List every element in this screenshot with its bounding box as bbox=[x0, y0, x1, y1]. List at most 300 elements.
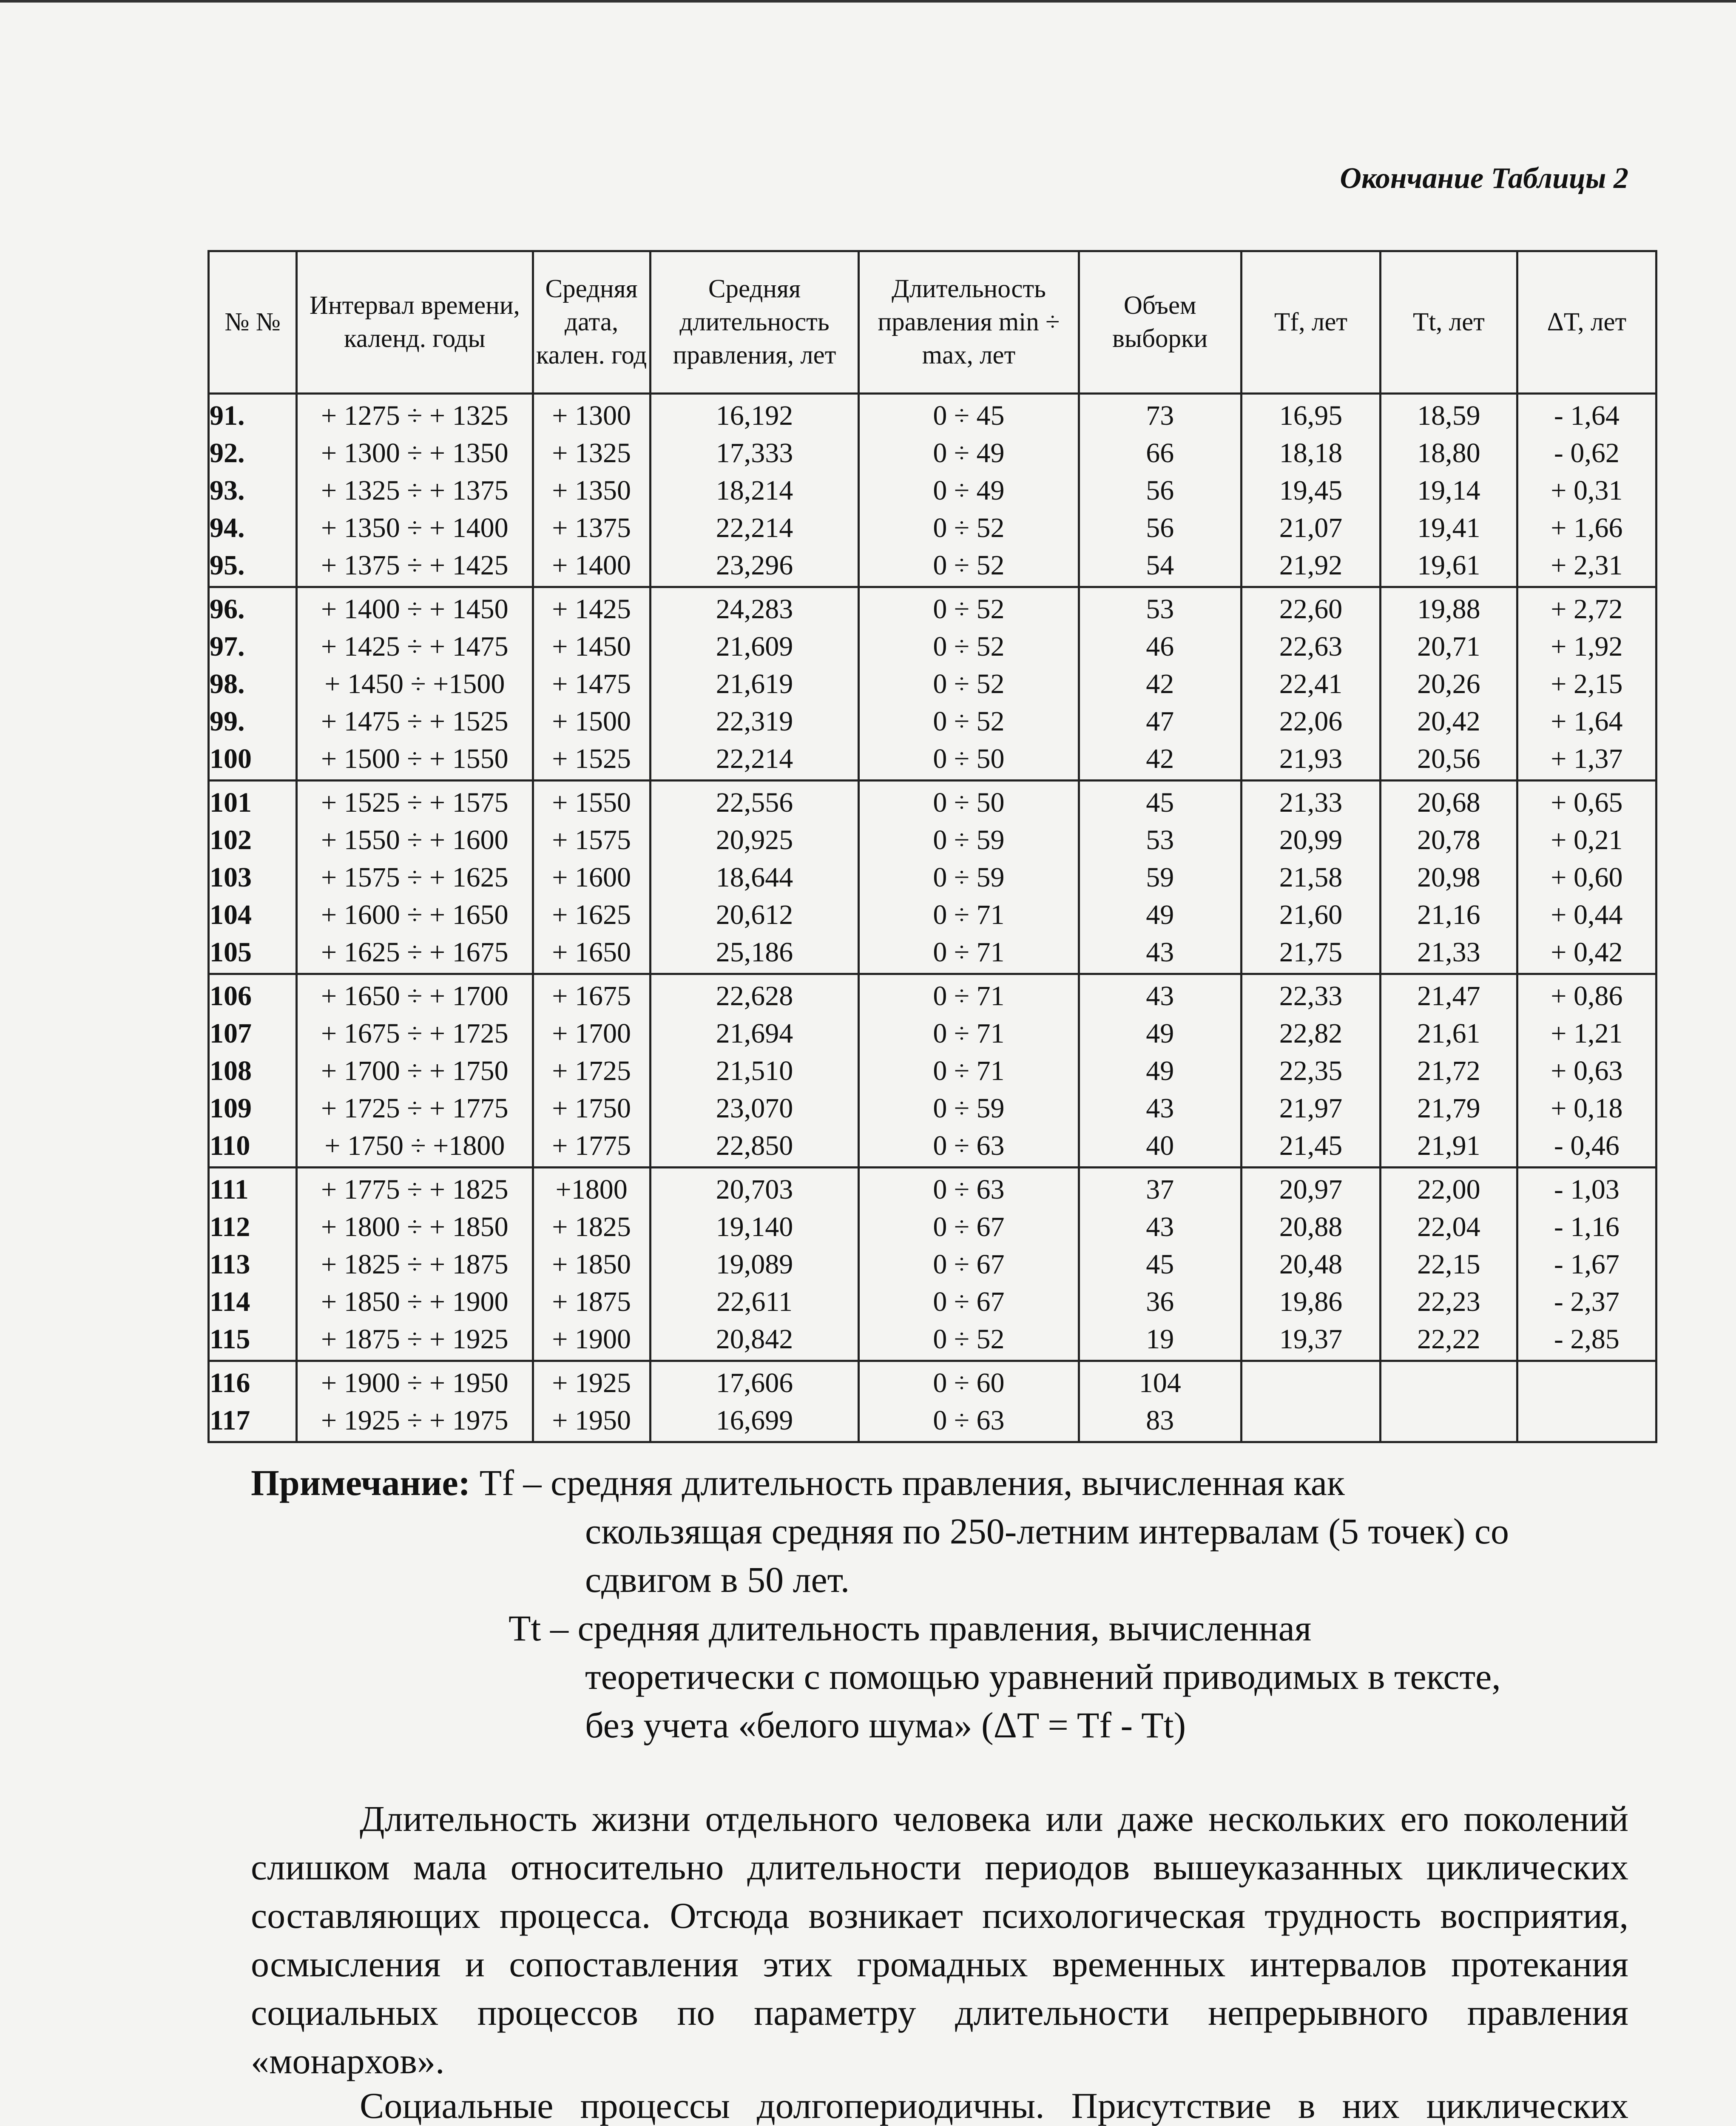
tf-value: 22,63 bbox=[1279, 631, 1343, 662]
sample-size: 56 bbox=[1146, 475, 1174, 506]
min-max: 0 ÷ 52 bbox=[933, 631, 1005, 662]
min-max: 0 ÷ 71 bbox=[933, 1055, 1005, 1086]
tf-value: 21,33 bbox=[1279, 787, 1343, 818]
data-table-wrapper bbox=[207, 250, 1657, 1443]
tf-value-cell bbox=[1241, 974, 1380, 1168]
mean-date: + 1575 bbox=[552, 824, 631, 856]
mean-duration: 21,619 bbox=[716, 668, 793, 699]
mean-duration-cell bbox=[650, 587, 859, 781]
tt-value: 21,47 bbox=[1417, 981, 1480, 1012]
header-tt: Tt, лет bbox=[1381, 251, 1517, 394]
sample-size-cell bbox=[1079, 1361, 1241, 1442]
tt-value: 20,56 bbox=[1417, 743, 1480, 774]
tt-value: 21,91 bbox=[1417, 1130, 1480, 1161]
interval: + 1400 ÷ + 1450 bbox=[321, 594, 509, 625]
delta-t-value: + 2,15 bbox=[1551, 668, 1623, 699]
mean-duration: 22,850 bbox=[716, 1130, 793, 1161]
tf-value: 19,45 bbox=[1279, 475, 1343, 506]
tf-value: 21,45 bbox=[1279, 1130, 1343, 1161]
interval: + 1650 ÷ + 1700 bbox=[321, 981, 509, 1012]
table-row-group bbox=[209, 1168, 1656, 1361]
interval: + 1500 ÷ + 1550 bbox=[321, 743, 509, 774]
mean-date: + 1625 bbox=[552, 899, 631, 930]
min-max-cell bbox=[859, 1361, 1079, 1442]
mean-date: + 1375 bbox=[552, 512, 631, 543]
row-number: 108 bbox=[210, 1055, 252, 1086]
interval-cell bbox=[297, 974, 533, 1168]
delta-t-value: + 0,44 bbox=[1551, 899, 1623, 930]
note-tf-line3: сдвигом в 50 лет. bbox=[585, 1559, 850, 1600]
sample-size-cell bbox=[1079, 1168, 1241, 1361]
row-number: 109 bbox=[210, 1093, 252, 1124]
sample-size: 43 bbox=[1146, 981, 1174, 1012]
sample-size: 46 bbox=[1146, 631, 1174, 662]
tt-value-cell bbox=[1381, 587, 1517, 781]
delta-t-value: + 0,60 bbox=[1551, 862, 1623, 893]
header-number: № № bbox=[209, 251, 297, 394]
mean-date: + 1475 bbox=[552, 668, 631, 699]
delta-t-value: - 1,64 bbox=[1554, 400, 1620, 431]
mean-duration: 16,699 bbox=[716, 1405, 793, 1436]
row-number: 117 bbox=[210, 1405, 250, 1436]
mean-duration: 25,186 bbox=[716, 937, 793, 968]
tf-value-cell bbox=[1241, 587, 1380, 781]
row-number: 116 bbox=[210, 1367, 250, 1398]
tf-value: 21,92 bbox=[1279, 550, 1343, 581]
interval: + 1800 ÷ + 1850 bbox=[321, 1211, 509, 1242]
tf-value: 21,60 bbox=[1279, 899, 1343, 930]
delta-t-value: - 1,16 bbox=[1554, 1211, 1620, 1242]
min-max: 0 ÷ 71 bbox=[933, 899, 1005, 930]
interval: + 1750 ÷ +1800 bbox=[324, 1130, 505, 1161]
delta-t-value bbox=[1518, 1402, 1655, 1439]
interval: + 1375 ÷ + 1425 bbox=[321, 550, 509, 581]
row-number-cell bbox=[209, 394, 297, 587]
tf-value: 18,18 bbox=[1279, 438, 1343, 469]
tf-value: 22,41 bbox=[1279, 668, 1343, 699]
tf-value bbox=[1242, 1402, 1379, 1439]
tf-value: 21,58 bbox=[1279, 862, 1343, 893]
mean-date: + 1825 bbox=[552, 1211, 631, 1242]
delta-t-value: - 0,62 bbox=[1554, 438, 1620, 469]
tt-value-cell bbox=[1381, 974, 1517, 1168]
row-number: 97. bbox=[210, 631, 245, 662]
tf-value-cell bbox=[1241, 394, 1380, 587]
mean-date: + 1750 bbox=[552, 1093, 631, 1124]
top-border-line bbox=[0, 0, 1736, 3]
interval: + 1300 ÷ + 1350 bbox=[321, 438, 509, 469]
interval: + 1725 ÷ + 1775 bbox=[321, 1093, 509, 1124]
tt-value bbox=[1381, 1364, 1516, 1402]
sample-size: 104 bbox=[1139, 1367, 1181, 1398]
table-row-group bbox=[209, 974, 1656, 1168]
sample-size: 19 bbox=[1146, 1324, 1174, 1355]
mean-date: + 1675 bbox=[552, 981, 631, 1012]
mean-duration: 21,694 bbox=[716, 1018, 793, 1049]
table-note bbox=[251, 1458, 1667, 1749]
min-max: 0 ÷ 67 bbox=[933, 1211, 1005, 1242]
mean-date-cell bbox=[533, 1168, 650, 1361]
min-max: 0 ÷ 49 bbox=[933, 475, 1005, 506]
row-number: 110 bbox=[210, 1130, 250, 1161]
mean-duration-cell bbox=[650, 1361, 859, 1442]
row-number: 114 bbox=[210, 1286, 250, 1317]
sample-size: 49 bbox=[1146, 1055, 1174, 1086]
interval: + 1575 ÷ + 1625 bbox=[321, 862, 509, 893]
mean-duration: 23,296 bbox=[716, 550, 793, 581]
mean-duration: 20,842 bbox=[716, 1324, 793, 1355]
sample-size: 83 bbox=[1146, 1405, 1174, 1436]
mean-date: + 1775 bbox=[552, 1130, 631, 1161]
min-max: 0 ÷ 63 bbox=[933, 1130, 1005, 1161]
sample-size: 43 bbox=[1146, 1093, 1174, 1124]
header-mean-date: Средняя дата, кален. год bbox=[533, 251, 650, 394]
interval: + 1275 ÷ + 1325 bbox=[321, 400, 509, 431]
min-max: 0 ÷ 52 bbox=[933, 1324, 1005, 1355]
tf-value: 16,95 bbox=[1279, 400, 1343, 431]
mean-duration: 20,703 bbox=[716, 1174, 793, 1205]
mean-date: + 1900 bbox=[552, 1324, 631, 1355]
mean-duration: 23,070 bbox=[716, 1093, 793, 1124]
mean-duration: 22,611 bbox=[716, 1286, 793, 1317]
tf-value-cell bbox=[1241, 1361, 1380, 1442]
data-table bbox=[207, 250, 1657, 1443]
table-row-group bbox=[209, 587, 1656, 781]
sample-size: 59 bbox=[1146, 862, 1174, 893]
tt-value-cell bbox=[1381, 781, 1517, 974]
mean-date-cell bbox=[533, 781, 650, 974]
mean-duration: 20,925 bbox=[716, 824, 793, 856]
tt-value: 19,88 bbox=[1417, 594, 1480, 625]
delta-t-value: + 0,31 bbox=[1551, 475, 1623, 506]
tt-value: 20,98 bbox=[1417, 862, 1480, 893]
min-max: 0 ÷ 67 bbox=[933, 1286, 1005, 1317]
min-max: 0 ÷ 52 bbox=[933, 550, 1005, 581]
row-number: 98. bbox=[210, 668, 245, 699]
interval: + 1925 ÷ + 1975 bbox=[321, 1405, 509, 1436]
interval: + 1350 ÷ + 1400 bbox=[321, 512, 509, 543]
min-max: 0 ÷ 59 bbox=[933, 824, 1005, 856]
mean-duration: 17,606 bbox=[716, 1367, 793, 1398]
tt-value-cell bbox=[1381, 1168, 1517, 1361]
row-number: 91. bbox=[210, 400, 245, 431]
min-max: 0 ÷ 45 bbox=[933, 400, 1005, 431]
delta-t-value: + 0,86 bbox=[1551, 981, 1623, 1012]
sample-size: 73 bbox=[1146, 400, 1174, 431]
note-tt-line2: теоретически с помощью уравнений приводимых в тексте, bbox=[585, 1656, 1501, 1697]
row-number-cell bbox=[209, 781, 297, 974]
note-tf-line2: скользящая средняя по 250-летним интервалам (5 точек) со bbox=[585, 1511, 1509, 1552]
interval-cell bbox=[297, 1168, 533, 1361]
row-number: 111 bbox=[210, 1174, 249, 1205]
tt-value: 19,61 bbox=[1417, 550, 1480, 581]
tt-value: 21,79 bbox=[1417, 1093, 1480, 1124]
note-tt-symbol: Tt bbox=[509, 1608, 541, 1649]
delta-t-value: + 0,42 bbox=[1551, 937, 1623, 968]
tf-value: 22,60 bbox=[1279, 594, 1343, 625]
tt-value: 20,71 bbox=[1417, 631, 1480, 662]
row-number-cell bbox=[209, 1361, 297, 1442]
mean-date: + 1450 bbox=[552, 631, 631, 662]
row-number: 100 bbox=[210, 743, 252, 774]
min-max-cell bbox=[859, 587, 1079, 781]
row-number: 93. bbox=[210, 475, 245, 506]
row-number: 99. bbox=[210, 706, 245, 737]
body-paragraph-2: Социальные процессы долгопериодичны. Присутствие в них циклических bbox=[360, 2085, 1628, 2126]
table-header-row bbox=[209, 251, 1656, 394]
sample-size: 45 bbox=[1146, 787, 1174, 818]
min-max: 0 ÷ 52 bbox=[933, 594, 1005, 625]
sample-size: 40 bbox=[1146, 1130, 1174, 1161]
tt-value: 20,78 bbox=[1417, 824, 1480, 856]
min-max: 0 ÷ 50 bbox=[933, 787, 1005, 818]
mean-duration: 22,556 bbox=[716, 787, 793, 818]
delta-t-value: - 2,37 bbox=[1554, 1286, 1620, 1317]
sample-size: 54 bbox=[1146, 550, 1174, 581]
tt-value: 21,72 bbox=[1417, 1055, 1480, 1086]
interval: + 1850 ÷ + 1900 bbox=[321, 1286, 509, 1317]
min-max: 0 ÷ 52 bbox=[933, 512, 1005, 543]
interval-cell bbox=[297, 781, 533, 974]
tt-value: 22,04 bbox=[1417, 1211, 1480, 1242]
delta-t-value: + 0,21 bbox=[1551, 824, 1623, 856]
sample-size-cell bbox=[1079, 587, 1241, 781]
delta-t-value-cell bbox=[1517, 587, 1656, 781]
body-paragraph-1: Длительность жизни отдельного человека или даже нескольких его поколений слишком мала относительно длительности периодов вышеуказанных циклических составляющих процесса. Отсюда возникает психологическая трудность восприятия, осмысления и сопоставления этих громадных временных интервалов протекания социальных процессов по параметру длительности непрерывного правления «монархов». bbox=[251, 1798, 1628, 2081]
delta-t-value: + 1,64 bbox=[1551, 706, 1623, 737]
mean-duration: 22,319 bbox=[716, 706, 793, 737]
mean-duration-cell bbox=[650, 781, 859, 974]
tf-value: 22,82 bbox=[1279, 1018, 1343, 1049]
interval: + 1625 ÷ + 1675 bbox=[321, 937, 509, 968]
row-number: 105 bbox=[210, 937, 252, 968]
delta-t-value: + 1,66 bbox=[1551, 512, 1623, 543]
mean-duration: 22,628 bbox=[716, 981, 793, 1012]
delta-t-value: - 1,03 bbox=[1554, 1174, 1620, 1205]
tf-value: 20,88 bbox=[1279, 1211, 1343, 1242]
mean-date: + 1300 bbox=[552, 400, 631, 431]
tf-value: 22,35 bbox=[1279, 1055, 1343, 1086]
min-max: 0 ÷ 49 bbox=[933, 438, 1005, 469]
row-number: 96. bbox=[210, 594, 245, 625]
delta-t-value: - 1,67 bbox=[1554, 1249, 1620, 1280]
delta-t-value-cell bbox=[1517, 1361, 1656, 1442]
header-tf: Tf, лет bbox=[1241, 251, 1380, 394]
mean-duration: 21,510 bbox=[716, 1055, 793, 1086]
tt-value: 19,41 bbox=[1417, 512, 1480, 543]
min-max-cell bbox=[859, 974, 1079, 1168]
min-max: 0 ÷ 50 bbox=[933, 743, 1005, 774]
mean-date: + 1925 bbox=[552, 1367, 631, 1398]
mean-date: +1800 bbox=[555, 1174, 628, 1205]
mean-duration: 22,214 bbox=[716, 743, 793, 774]
tt-value: 20,26 bbox=[1417, 668, 1480, 699]
interval: + 1600 ÷ + 1650 bbox=[321, 899, 509, 930]
row-number-cell bbox=[209, 1168, 297, 1361]
tf-value: 21,93 bbox=[1279, 743, 1343, 774]
table-row-group bbox=[209, 1361, 1656, 1442]
tt-value: 18,80 bbox=[1417, 438, 1480, 469]
row-number: 101 bbox=[210, 787, 252, 818]
mean-date: + 1425 bbox=[552, 594, 631, 625]
sample-size: 56 bbox=[1146, 512, 1174, 543]
interval-cell bbox=[297, 394, 533, 587]
tt-value: 20,68 bbox=[1417, 787, 1480, 818]
tt-value: 22,23 bbox=[1417, 1286, 1480, 1317]
interval-cell bbox=[297, 587, 533, 781]
interval: + 1675 ÷ + 1725 bbox=[321, 1018, 509, 1049]
row-number: 115 bbox=[210, 1324, 250, 1355]
mean-duration: 20,612 bbox=[716, 899, 793, 930]
tt-value: 21,33 bbox=[1417, 937, 1480, 968]
sample-size: 47 bbox=[1146, 706, 1174, 737]
delta-t-value-cell bbox=[1517, 781, 1656, 974]
mean-date: + 1600 bbox=[552, 862, 631, 893]
table-caption: Окончание Таблицы 2 bbox=[1340, 162, 1628, 195]
row-number: 94. bbox=[210, 512, 245, 543]
sample-size: 49 bbox=[1146, 1018, 1174, 1049]
mean-duration-cell bbox=[650, 1168, 859, 1361]
min-max-cell bbox=[859, 781, 1079, 974]
mean-date: + 1650 bbox=[552, 937, 631, 968]
tt-value: 20,42 bbox=[1417, 706, 1480, 737]
row-number: 113 bbox=[210, 1249, 250, 1280]
min-max: 0 ÷ 59 bbox=[933, 862, 1005, 893]
min-max: 0 ÷ 67 bbox=[933, 1249, 1005, 1280]
tf-value: 20,99 bbox=[1279, 824, 1343, 856]
mean-duration: 22,214 bbox=[716, 512, 793, 543]
row-number: 95. bbox=[210, 550, 245, 581]
interval: + 1875 ÷ + 1925 bbox=[321, 1324, 509, 1355]
sample-size-cell bbox=[1079, 781, 1241, 974]
min-max: 0 ÷ 52 bbox=[933, 668, 1005, 699]
tf-value: 22,06 bbox=[1279, 706, 1343, 737]
sample-size: 53 bbox=[1146, 594, 1174, 625]
mean-duration: 16,192 bbox=[716, 400, 793, 431]
min-max: 0 ÷ 71 bbox=[933, 937, 1005, 968]
mean-duration: 19,089 bbox=[716, 1249, 793, 1280]
tt-value-cell bbox=[1381, 1361, 1517, 1442]
tt-value-cell bbox=[1381, 394, 1517, 587]
tt-value: 22,22 bbox=[1417, 1324, 1480, 1355]
mean-date-cell bbox=[533, 974, 650, 1168]
delta-t-value: + 1,92 bbox=[1551, 631, 1623, 662]
interval: + 1325 ÷ + 1375 bbox=[321, 475, 509, 506]
delta-t-value bbox=[1518, 1364, 1655, 1402]
mean-duration-cell bbox=[650, 394, 859, 587]
tf-value: 21,75 bbox=[1279, 937, 1343, 968]
sample-size: 53 bbox=[1146, 824, 1174, 856]
mean-duration: 18,644 bbox=[716, 862, 793, 893]
min-max: 0 ÷ 63 bbox=[933, 1174, 1005, 1205]
row-number: 107 bbox=[210, 1018, 252, 1049]
min-max: 0 ÷ 60 bbox=[933, 1367, 1005, 1398]
row-number: 106 bbox=[210, 981, 252, 1012]
mean-duration: 18,214 bbox=[716, 475, 793, 506]
interval: + 1825 ÷ + 1875 bbox=[321, 1249, 509, 1280]
delta-t-value-cell bbox=[1517, 974, 1656, 1168]
mean-date-cell bbox=[533, 587, 650, 781]
note-tf-symbol: Tf bbox=[479, 1462, 514, 1503]
table-row-group bbox=[209, 781, 1656, 974]
mean-duration: 21,609 bbox=[716, 631, 793, 662]
header-mean-duration: Средняя длительность правления, лет bbox=[650, 251, 859, 394]
sample-size-cell bbox=[1079, 394, 1241, 587]
table-body bbox=[209, 394, 1656, 1442]
mean-duration: 17,333 bbox=[716, 438, 793, 469]
note-tf-line1: – средняя длительность правления, вычисленная как bbox=[523, 1462, 1345, 1503]
row-number: 112 bbox=[210, 1211, 250, 1242]
tf-value-cell bbox=[1241, 1168, 1380, 1361]
tt-value: 22,00 bbox=[1417, 1174, 1480, 1205]
delta-t-value: + 1,21 bbox=[1551, 1018, 1623, 1049]
tf-value: 19,86 bbox=[1279, 1286, 1343, 1317]
delta-t-value: + 1,37 bbox=[1551, 743, 1623, 774]
delta-t-value-cell bbox=[1517, 1168, 1656, 1361]
mean-duration-cell bbox=[650, 974, 859, 1168]
delta-t-value: + 2,72 bbox=[1551, 594, 1623, 625]
sample-size: 42 bbox=[1146, 743, 1174, 774]
delta-t-value: - 2,85 bbox=[1554, 1324, 1620, 1355]
interval: + 1550 ÷ + 1600 bbox=[321, 824, 509, 856]
tf-value: 22,33 bbox=[1279, 981, 1343, 1012]
sample-size: 43 bbox=[1146, 1211, 1174, 1242]
tf-value: 19,37 bbox=[1279, 1324, 1343, 1355]
mean-date-cell bbox=[533, 394, 650, 587]
mean-date: + 1850 bbox=[552, 1249, 631, 1280]
mean-date: + 1400 bbox=[552, 550, 631, 581]
min-max: 0 ÷ 59 bbox=[933, 1093, 1005, 1124]
mean-date: + 1700 bbox=[552, 1018, 631, 1049]
min-max: 0 ÷ 71 bbox=[933, 981, 1005, 1012]
delta-t-value: + 0,18 bbox=[1551, 1093, 1623, 1124]
sample-size: 42 bbox=[1146, 668, 1174, 699]
min-max: 0 ÷ 71 bbox=[933, 1018, 1005, 1049]
header-min-max: Длительность правления min ÷ max, лет bbox=[859, 251, 1079, 394]
interval: + 1475 ÷ + 1525 bbox=[321, 706, 509, 737]
tf-value bbox=[1242, 1364, 1379, 1402]
mean-date: + 1950 bbox=[552, 1405, 631, 1436]
tf-value: 20,97 bbox=[1279, 1174, 1343, 1205]
mean-date: + 1325 bbox=[552, 438, 631, 469]
sample-size: 45 bbox=[1146, 1249, 1174, 1280]
interval: + 1900 ÷ + 1950 bbox=[321, 1367, 509, 1398]
min-max: 0 ÷ 63 bbox=[933, 1405, 1005, 1436]
mean-duration: 19,140 bbox=[716, 1211, 793, 1242]
mean-date: + 1875 bbox=[552, 1286, 631, 1317]
interval-cell bbox=[297, 1361, 533, 1442]
tf-value: 21,07 bbox=[1279, 512, 1343, 543]
header-sample-size: Объем выборки bbox=[1079, 251, 1241, 394]
sample-size: 43 bbox=[1146, 937, 1174, 968]
mean-date: + 1500 bbox=[552, 706, 631, 737]
tt-value: 22,15 bbox=[1417, 1249, 1480, 1280]
interval: + 1775 ÷ + 1825 bbox=[321, 1174, 509, 1205]
note-tt-line1: – средняя длительность правления, вычисленная bbox=[550, 1608, 1312, 1649]
delta-t-value: - 0,46 bbox=[1554, 1130, 1620, 1161]
mean-date: + 1725 bbox=[552, 1055, 631, 1086]
sample-size-cell bbox=[1079, 974, 1241, 1168]
delta-t-value: + 0,65 bbox=[1551, 787, 1623, 818]
tf-value: 20,48 bbox=[1279, 1249, 1343, 1280]
tf-value-cell bbox=[1241, 781, 1380, 974]
interval: + 1425 ÷ + 1475 bbox=[321, 631, 509, 662]
note-label: Примечание: bbox=[251, 1462, 471, 1503]
row-number: 92. bbox=[210, 438, 245, 469]
sample-size: 49 bbox=[1146, 899, 1174, 930]
delta-t-value: + 0,63 bbox=[1551, 1055, 1623, 1086]
min-max: 0 ÷ 52 bbox=[933, 706, 1005, 737]
